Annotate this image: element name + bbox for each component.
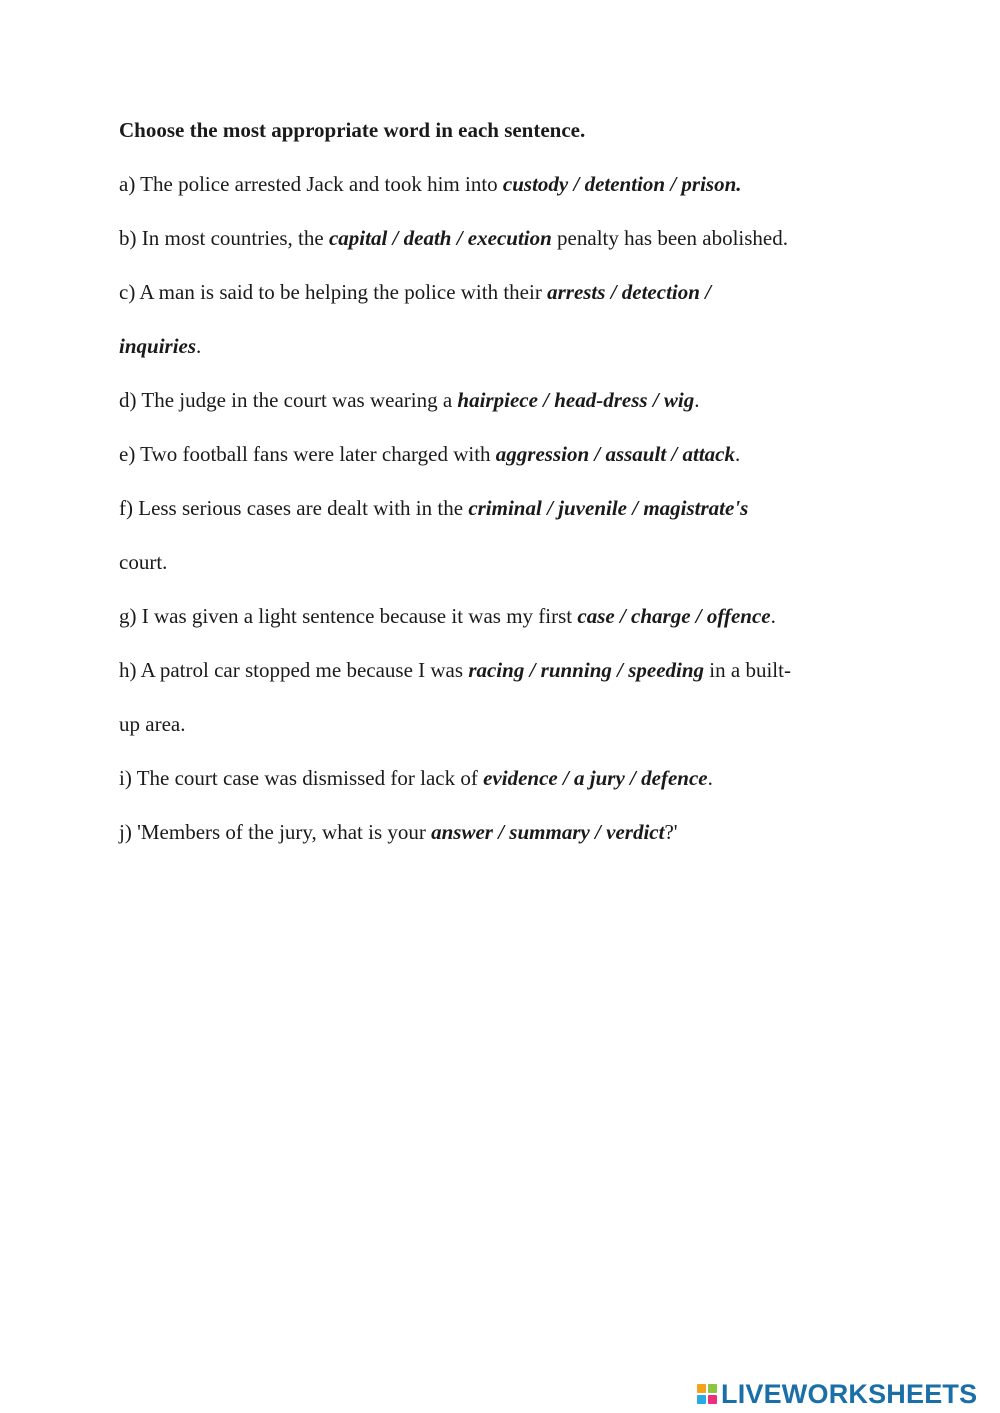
liveworksheets-logo-icon [697, 1384, 717, 1404]
sentence-text: g) I was given a light sentence because it was my first [119, 604, 578, 628]
sentence-text: d) The judge in the court was wearing a [119, 388, 458, 412]
sentence-text: . [196, 334, 202, 358]
answer-options[interactable]: aggression / assault / attack [495, 442, 735, 466]
logo-tile [708, 1384, 717, 1393]
answer-options[interactable]: racing / running / speeding [468, 658, 705, 682]
sentence-text: a) The police arrested Jack and took him into [119, 172, 503, 196]
sentence-text: f) Less serious cases are dealt with in the [119, 496, 469, 520]
sentence-text: h) A patrol car stopped me because I was [119, 658, 469, 682]
answer-options[interactable]: arrests / detection / [547, 280, 712, 304]
question-line [119, 280, 711, 305]
answer-options[interactable]: custody / detention / prison. [502, 172, 742, 196]
logo-text: LIVEWORKSHEETS [721, 1378, 978, 1409]
sentence-text: in a built- [704, 658, 791, 682]
answer-options[interactable]: evidence / a jury / defence [483, 766, 708, 790]
question-line-continued [119, 334, 201, 359]
question-line [119, 604, 776, 629]
answer-options[interactable]: case / charge / offence [577, 604, 771, 628]
sentence-text: . [734, 442, 741, 466]
sentence-text: . [694, 388, 700, 412]
question-line [119, 496, 748, 521]
answer-options[interactable]: criminal / juvenile / magistrate's [468, 496, 749, 520]
question-line [119, 388, 700, 413]
worksheet-title: Choose the most appropriate word in each sentence. [119, 118, 586, 142]
sentence-text: up area. [119, 712, 186, 736]
sentence-text: i) The court case was dismissed for lack of [119, 766, 484, 790]
sentence-text: . [707, 766, 713, 790]
sentence-text: b) In most countries, the [119, 226, 329, 250]
question-line [119, 172, 742, 197]
sentence-text: ?' [664, 820, 678, 844]
question-line [119, 658, 791, 683]
sentence-text: e) Two football fans were later charged with [119, 442, 496, 466]
question-line-continued [119, 712, 185, 737]
question-line [119, 820, 678, 845]
sentence-text: c) A man is said to be helping the police with their [119, 280, 548, 304]
question-line-continued [119, 550, 167, 575]
logo-tile [697, 1395, 706, 1404]
question-line [119, 226, 788, 251]
sentence-text: j) 'Members of the jury, what is your [119, 820, 432, 844]
logo-tile [708, 1395, 717, 1404]
sentence-text: . [770, 604, 776, 628]
answer-options[interactable]: answer / summary / verdict [431, 820, 665, 844]
sentence-text: penalty has been abolished. [551, 226, 788, 250]
sentence-text: court. [119, 550, 168, 574]
question-line [119, 442, 740, 467]
logo-tile [697, 1384, 706, 1393]
answer-options[interactable]: hairpiece / head-dress / wig [457, 388, 695, 412]
answer-options[interactable]: capital / death / execution [328, 226, 552, 250]
answer-options[interactable]: inquiries [119, 334, 197, 358]
question-line [119, 766, 713, 791]
liveworksheets-logo[interactable] [697, 1378, 977, 1410]
